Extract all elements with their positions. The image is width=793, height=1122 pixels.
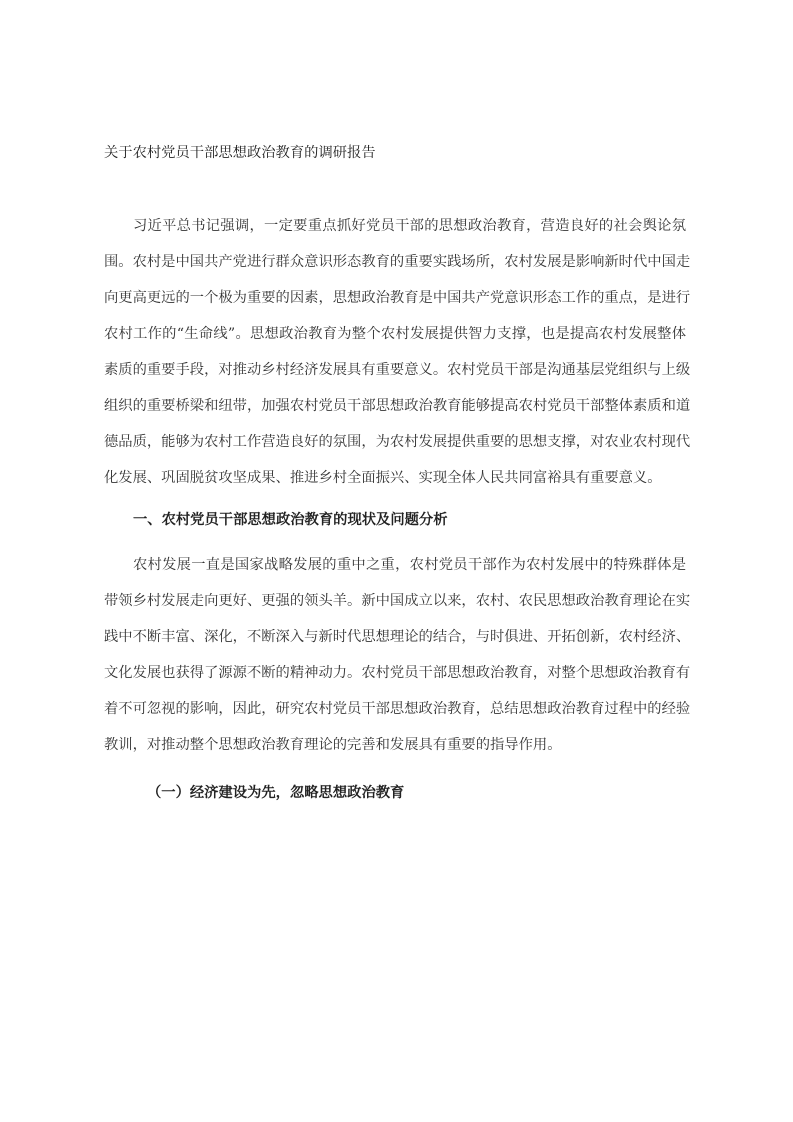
paragraph-line: 组织的重要桥梁和纽带，加强农村党员干部思想政治教育能够提高农村党员干部整体素质和道 xyxy=(104,398,691,414)
paragraph-line: 化发展、巩固脱贫攻坚成果、推进乡村全面振兴、实现全体人民共同富裕具有重要意义。 xyxy=(104,470,662,486)
paragraph-line: 围。农村是中国共产党进行群众意识形态教育的重要实践场所，农村发展是影响新时代中国走 xyxy=(104,254,691,270)
paragraph-line: 着不可忽视的影响，因此，研究农村党员干部思想政治教育，总结思想政治教育过程中的经验 xyxy=(104,701,691,717)
document-title: 关于农村党员干部思想政治教育的调研报告 xyxy=(104,145,376,161)
paragraph-line: 带领乡村发展走向更好、更强的领头羊。新中国成立以来，农村、农民思想政治教育理论在实 xyxy=(104,593,691,609)
section-heading: 一、农村党员干部思想政治教育的现状及问题分析 xyxy=(133,512,448,528)
paragraph-line: 习近平总书记强调，一定要重点抓好党员干部的思想政治教育，营造良好的社会舆论氛 xyxy=(133,218,686,234)
paragraph-line: 向更高更远的一个极为重要的因素，思想政治教育是中国共产党意识形态工作的重点，是进行 xyxy=(104,290,691,306)
paragraph-line: 素质的重要手段，对推动乡村经济发展具有重要意义。农村党员干部是沟通基层党组织与上级 xyxy=(104,362,691,378)
document-page xyxy=(104,143,691,803)
paragraph-status xyxy=(104,555,691,771)
paragraph-line: 农村发展一直是国家战略发展的重中之重，农村党员干部作为农村发展中的特殊群体是 xyxy=(133,557,686,573)
subsection-heading: （一）经济建设为先，忽略思想政治教育 xyxy=(147,785,405,801)
paragraph-line: 践中不断丰富、深化，不断深入与新时代思想理论的结合，与时俱进、开拓创新，农村经济、 xyxy=(104,629,691,645)
paragraph-line: 德品质，能够为农村工作营造良好的氛围，为农村发展提供重要的思想支撑，对农业农村现代 xyxy=(104,434,691,450)
paragraph-line: 文化发展也获得了源源不断的精神动力。农村党员干部思想政治教育，对整个思想政治教育有 xyxy=(104,665,691,681)
paragraph-intro xyxy=(104,216,691,504)
paragraph-line: 教训，对推动整个思想政治教育理论的完善和发展具有重要的指导作用。 xyxy=(104,737,562,753)
paragraph-line: 农村工作的“生命线”。思想政治教育为整个农村发展提供智力支撑，也是提高农村发展整体 xyxy=(104,326,686,342)
